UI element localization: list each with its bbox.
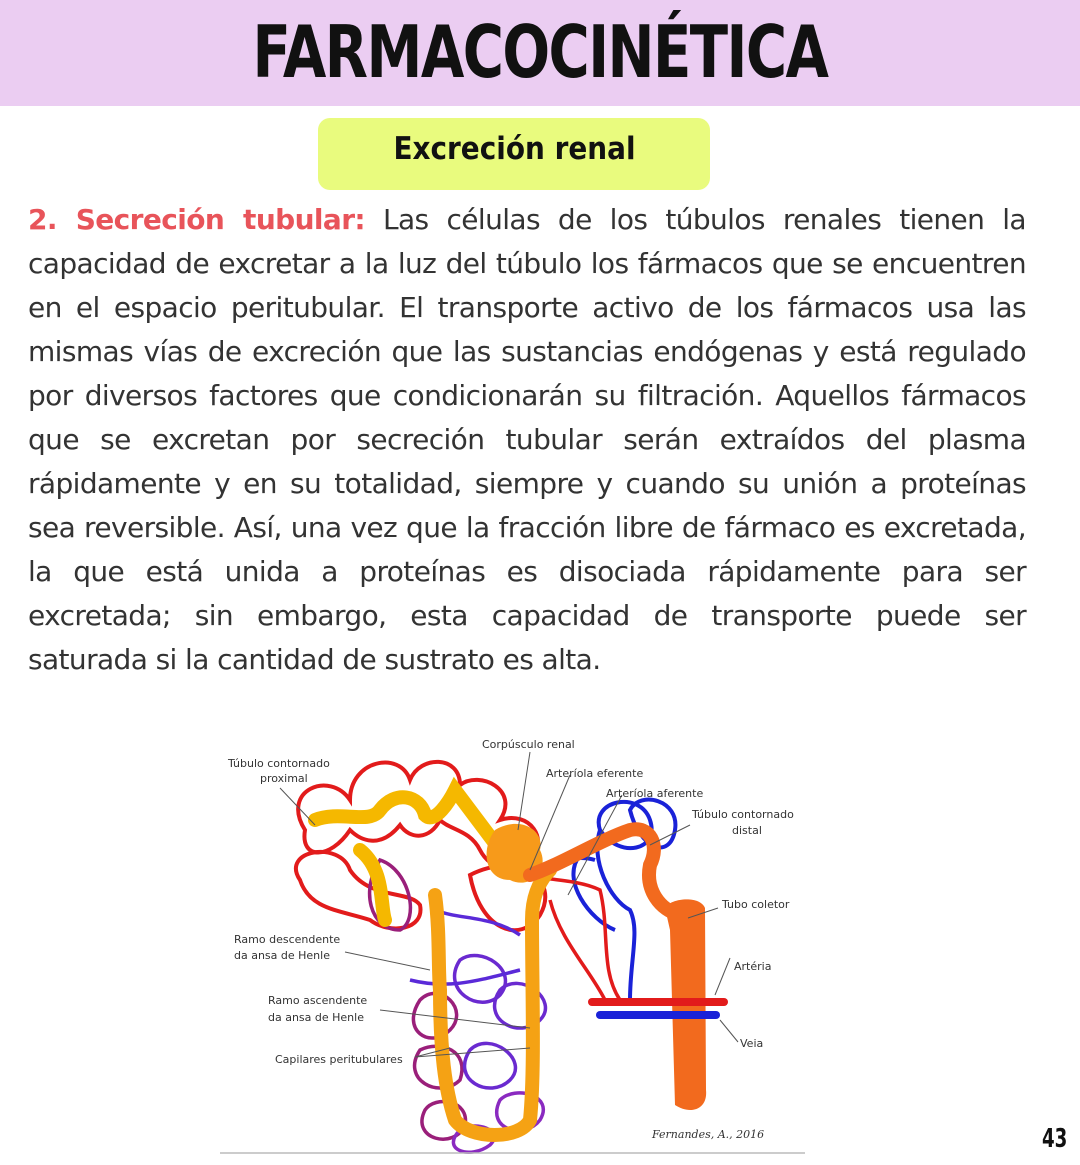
body-paragraph: [28, 198, 1026, 682]
label-tubulo-proximal: Túbulo contornado: [228, 757, 330, 770]
label-tubulo-proximal-2: proximal: [260, 772, 308, 785]
label-corpusculo: Corpúsculo renal: [482, 738, 575, 751]
paragraph-text: Las células de los túbulos renales tienen la capacidad de excretar a la luz del túbulo los fármacos que se encuentren en el espacio peritubular. El transporte activo de los fármacos usa las mismas vías de excreción que las sustancias endógenas y está regulado por diversos factores que condicionarán su filtración. Aquellos fármacos que se excretan por secreción tubular serán extraídos del plasma rápidamente y en su totalidad, siempre y cuando su unión a proteínas sea reversible. Así, una vez que la fracción libre de fármaco es excretada, la que está unida a proteínas es disociada rápidamente para ser excretada; sin embargo, esta capacidad de transporte puede ser saturada si la cantidad de sustrato es alta.: [28, 203, 1026, 676]
page-number: 43: [1042, 1124, 1068, 1154]
label-ramo-ascendente-2: da ansa de Henle: [268, 1011, 364, 1024]
label-veia: Veia: [740, 1037, 764, 1050]
figure-citation: Fernandes, A., 2016: [652, 1128, 765, 1141]
label-ramo-descendente-2: da ansa de Henle: [234, 949, 330, 962]
label-arteriola-aferente: Arteríola aferente: [606, 787, 704, 800]
section-pill: [318, 118, 710, 190]
page-title: FARMACOCINÉTICA: [252, 10, 828, 94]
label-ramo-ascendente: Ramo ascendente: [268, 994, 368, 1007]
label-arteria: Artéria: [734, 960, 772, 973]
label-tubo-coletor: Tubo coletor: [722, 898, 790, 911]
label-arteriola-eferente: Arteríola eferente: [546, 767, 644, 780]
label-ramo-descendente: Ramo descendente: [234, 933, 341, 946]
nephron-diagram: [220, 730, 820, 1160]
section-title: Excreción renal: [392, 131, 636, 167]
label-tubulo-distal-2: distal: [732, 824, 762, 837]
paragraph-lead: 2. Secreción tubular:: [28, 203, 366, 236]
nephron-illustration: [220, 730, 820, 1160]
label-tubulo-distal: Túbulo contornado: [692, 808, 794, 821]
label-capilares: Capilares peritubulares: [275, 1053, 403, 1066]
